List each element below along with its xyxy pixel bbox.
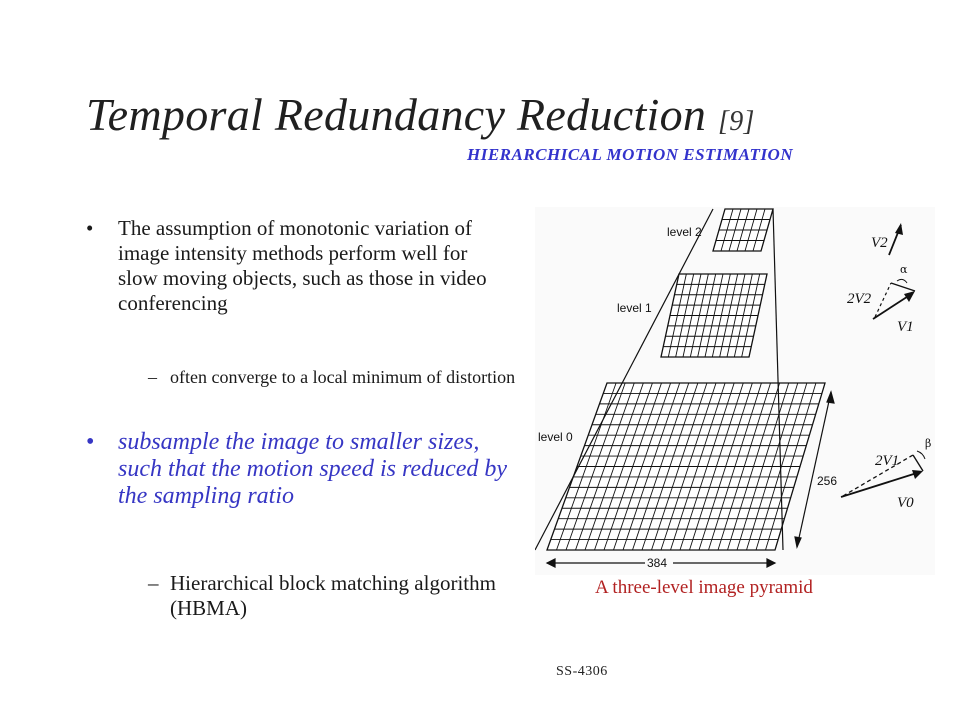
pyramid-diagram (535, 207, 935, 575)
width-label: 384 (647, 556, 668, 570)
height-label: 256 (817, 474, 838, 488)
v1-label: V1 (897, 319, 914, 335)
v0-arrow-head (912, 470, 923, 479)
alpha-arc (897, 279, 907, 283)
beta-label: β (925, 437, 932, 450)
sub-bullet-mark: – (148, 367, 157, 387)
bullet-1-text: The assumption of monotonic variation of image intensity methods perform well for slow moving objects, such as those in video conferencing (118, 216, 487, 315)
bullet-2 (86, 429, 526, 510)
level-0-grid (547, 383, 825, 550)
level-0-label: level 0 (538, 430, 573, 444)
sub-bullet-1-text: often converge to a local minimum of distortion (170, 367, 516, 387)
bullet-2-text: subsample the image to smaller sizes, such that the motion speed is reduced by the sampling ratio (118, 429, 508, 509)
width-arrow-head-right (767, 559, 775, 567)
title-reference: [9] (718, 106, 755, 137)
v0-arrow (841, 472, 920, 497)
sub-bullet-mark: – (148, 571, 159, 595)
slide-title (86, 88, 755, 141)
height-arrow-head-top (827, 392, 834, 403)
bullet-mark: • (86, 216, 94, 240)
figure-caption: A three-level image pyramid (595, 577, 813, 598)
sub-bullet-1 (148, 366, 518, 388)
two-v1-label: 2V1 (875, 453, 900, 469)
title-main: Temporal Redundancy Reduction (86, 89, 719, 140)
correction-arrow-bottom (913, 455, 923, 471)
width-arrow-head-left (547, 559, 555, 567)
level-2-grid (713, 209, 773, 251)
level-1-grid (661, 274, 767, 357)
level-2-label: level 2 (667, 225, 702, 239)
beta-arc (917, 451, 925, 459)
pyramid-figure (535, 207, 935, 575)
sub-bullet-2 (148, 571, 508, 621)
bullet-1 (86, 216, 511, 316)
height-arrow-head-bottom (795, 537, 801, 547)
v1-arrow-head (904, 291, 915, 302)
footer-code: SS-4306 (556, 664, 608, 679)
level-1-label: level 1 (617, 301, 652, 315)
slide-subtitle: HIERARCHICAL MOTION ESTIMATION (467, 145, 794, 164)
sub-bullet-2-text: Hierarchical block matching algorithm (HBMA) (170, 571, 496, 620)
alpha-label: α (900, 263, 908, 276)
bullet-mark: • (86, 429, 95, 455)
v2-label: V2 (871, 235, 888, 251)
correction-arrow-top (891, 283, 915, 291)
two-v2-label: 2V2 (847, 291, 872, 307)
v2-arrow-head (895, 223, 903, 235)
v0-label: V0 (897, 495, 914, 511)
